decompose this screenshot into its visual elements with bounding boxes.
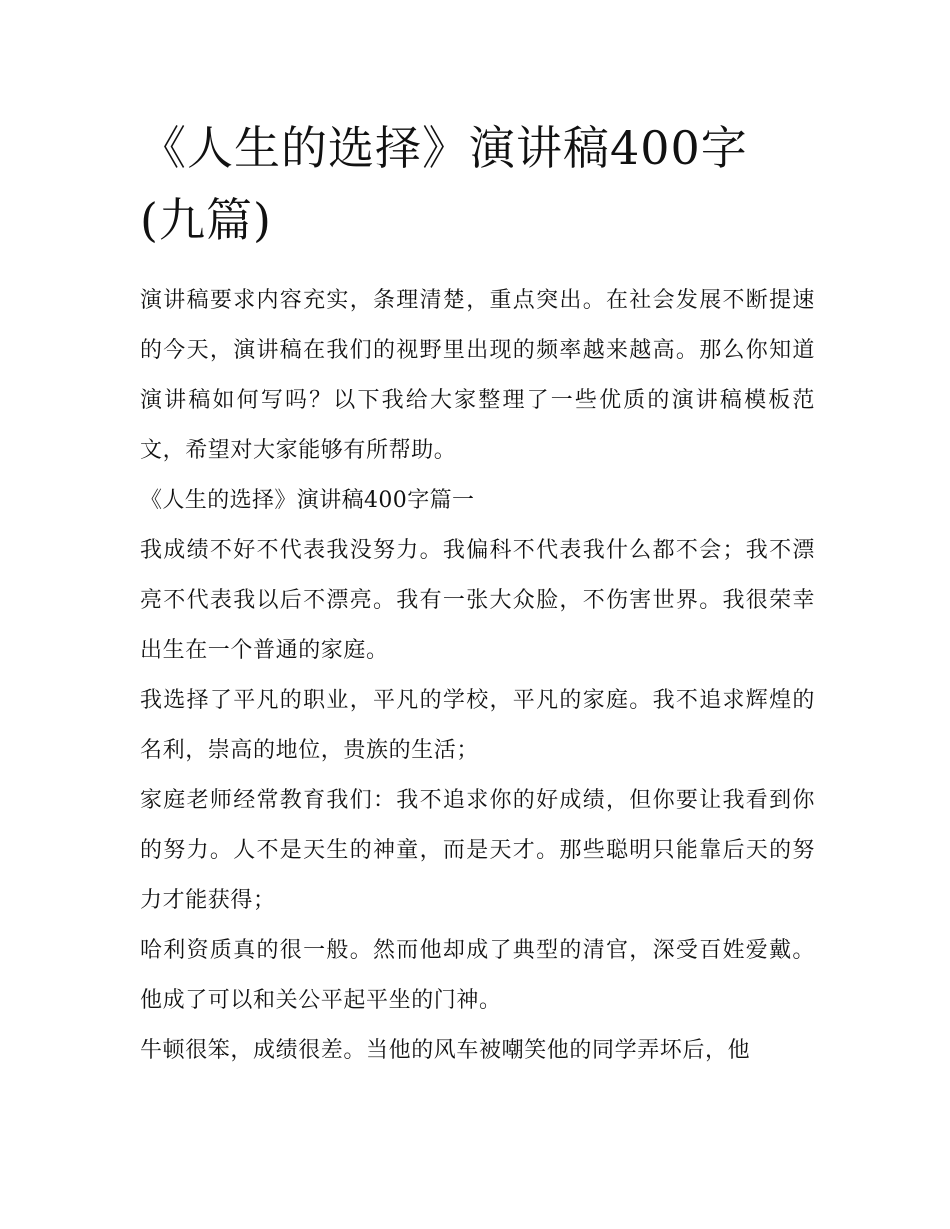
body-paragraph: 牛顿很笨，成绩很差。当他的风车被嘲笑他的同学弄坏后，他	[140, 1038, 751, 1063]
document-body	[140, 276, 815, 1076]
body-paragraph: 哈利资质真的很一般。然而他却成了典型的清官，深受百姓爱戴。他成了可以和关公平起平坐的门神。	[140, 938, 815, 1013]
title-line-2: (九篇)	[140, 193, 272, 247]
body-paragraph: 我选择了平凡的职业，平凡的学校，平凡的家庭。我不追求辉煌的名利，崇高的地位，贵族的生活；	[140, 688, 815, 763]
body-paragraph: 我成绩不好不代表我没努力。我偏科不代表我什么都不会；我不漂亮不代表我以后不漂亮。我有一张大众脸，不伤害世界。我很荣幸出生在一个普通的家庭。	[140, 538, 815, 663]
intro-paragraph: 演讲稿要求内容充实，条理清楚，重点突出。在社会发展不断提速的今天，演讲稿在我们的视野里出现的频率越来越高。那么你知道演讲稿如何写吗？以下我给大家整理了一些优质的演讲稿模板范文，希望对大家能够有所帮助。	[140, 288, 815, 463]
body-paragraph: 家庭老师经常教育我们：我不追求你的好成绩，但你要让我看到你的努力。人不是天生的神童，而是天才。那些聪明只能靠后天的努力才能获得；	[140, 788, 815, 913]
title-line-1: 《人生的选择》演讲稿400字	[140, 121, 748, 175]
section-heading: 《人生的选择》演讲稿400字篇一	[140, 488, 475, 513]
document-title	[140, 112, 830, 256]
